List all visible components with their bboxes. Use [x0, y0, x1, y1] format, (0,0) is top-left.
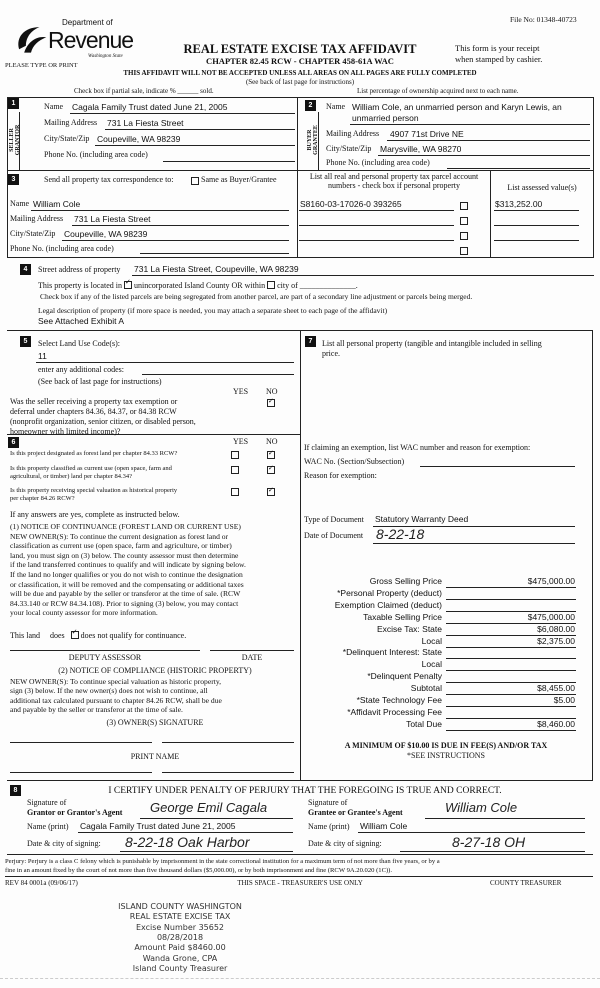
field-line — [299, 240, 454, 241]
no-header: NO — [266, 437, 278, 446]
correspondence-city[interactable]: Coupeville, WA 98239 — [64, 229, 148, 239]
label: DEPUTY ASSESSOR — [68, 653, 142, 662]
label: does not qualify for continuance. — [80, 631, 187, 640]
question: Is this project designated as forest land per chapter 84.33 RCW? — [10, 450, 178, 457]
label: Name — [44, 102, 64, 111]
fee-line — [446, 599, 576, 600]
label: (3) OWNER(S) SIGNATURE — [106, 718, 204, 727]
divider — [297, 97, 298, 257]
logo-state: Washington State — [88, 54, 123, 59]
label: Signature of — [27, 798, 67, 807]
fee-label: *Personal Property (deduct) — [337, 587, 442, 598]
buyer-phone-field[interactable] — [447, 168, 590, 169]
fee-value[interactable]: $5.00 — [553, 695, 575, 705]
field-line — [120, 851, 293, 852]
fee-line — [446, 730, 576, 731]
divider — [7, 854, 593, 855]
scan-edge — [0, 978, 600, 979]
property-street-address[interactable]: 731 La Fiesta Street, Coupeville, WA 98239 — [134, 264, 299, 274]
divider — [300, 331, 301, 781]
notice-line: land, you must sign on (3) below. The county assessor must then determine — [10, 550, 239, 560]
treasurer-use-label: THIS SPACE - TREASURER'S USE ONLY — [237, 879, 363, 887]
owner-signature-line[interactable] — [162, 742, 294, 743]
fee-label: Exemption Claimed (deduct) — [334, 599, 442, 610]
label: city of ______________. — [277, 281, 358, 290]
field-line — [95, 145, 295, 146]
grantor-date-city[interactable]: 8-22-18 Oak Harbor — [125, 834, 250, 850]
label: This property is located in — [38, 281, 122, 290]
label: Date of Document — [304, 531, 364, 540]
question: homeowner with limited income)? — [10, 427, 121, 436]
instructions-note: (See back of last page for instructions) — [245, 78, 355, 86]
please-type: PLEASE TYPE OR PRINT — [5, 62, 78, 69]
notice-line: classification as current use (open space, farm and agriculture, or timber) — [10, 541, 232, 551]
personal-property-checkbox[interactable] — [460, 247, 468, 255]
same-as-buyer-checkbox[interactable] — [191, 177, 199, 185]
field-line — [299, 225, 454, 226]
stamp-line: Wanda Grone, CPA — [142, 953, 218, 963]
receipt-note: This form is your receipt — [455, 43, 540, 53]
fee-label: Local — [421, 659, 442, 670]
field-line — [425, 818, 585, 819]
buyer-name-cont[interactable]: unmarried person — [352, 113, 419, 123]
label: Name — [10, 199, 30, 208]
yes-header: YES — [233, 387, 249, 396]
seller-mailing-address[interactable]: 731 La Fiesta Street — [107, 118, 184, 128]
owner-signature-line[interactable] — [10, 742, 152, 743]
field-line — [387, 140, 590, 141]
field-line — [373, 543, 575, 544]
label: Grantee or Grantee's Agent — [308, 808, 403, 817]
question: deferral under chapters 84.36, 84.37, or 84.38 RCW — [10, 407, 177, 416]
no-header: NO — [266, 387, 278, 396]
forest-no-checkbox[interactable] — [267, 451, 275, 459]
document-date[interactable]: 8-22-18 — [376, 526, 425, 542]
label: PRINT NAME — [130, 752, 180, 761]
perjury-notice: fine in an amount fixed by the court of not more than five thousand dollars ($5,000.00), or by both imprisonment and fine (RCW 9A.20.020 (1C)). — [5, 867, 393, 874]
label: Grantor or Grantor's Agent — [27, 808, 123, 817]
label: Name (print) — [308, 822, 350, 831]
field-line — [358, 832, 585, 833]
personal-property-checkbox[interactable] — [460, 202, 468, 210]
revenue-swoosh-icon — [14, 22, 48, 56]
unincorporated-checkbox[interactable] — [124, 281, 132, 289]
notice-line: (1) NOTICE OF CONTINUANCE (FOREST LAND OR CURRENT USE) — [10, 522, 241, 531]
field-line — [62, 240, 289, 241]
buyer-name[interactable]: William Cole, an unmarried person and Karyn Lewis, an — [352, 102, 562, 112]
label: Legal description of property (if more space is needed, you may attach a separate sheet to each page of the affidavit) — [38, 306, 388, 315]
field-line — [70, 113, 295, 114]
parcel-number[interactable]: S8160-03-17026-0 393265 — [300, 199, 402, 209]
question: (nonprofit organization, senior citizen, or disabled person, — [10, 417, 196, 426]
field-line — [299, 210, 454, 211]
ownership-note: List percentage of ownership acquired next to each name. — [357, 87, 519, 95]
warning: THIS AFFIDAVIT WILL NOT BE ACCEPTED UNLESS ALL AREAS ON ALL PAGES ARE FULLY COMPLETED — [123, 69, 477, 77]
label: This land — [10, 631, 40, 640]
print-name-line[interactable] — [162, 772, 294, 773]
stamp-line: Excise Number 35652 — [135, 922, 225, 932]
city-checkbox[interactable] — [267, 281, 275, 289]
grantee-print-name[interactable]: William Cole — [360, 821, 408, 831]
field-line — [378, 155, 590, 156]
land-use-code[interactable]: 11 — [38, 351, 47, 361]
label: unincorporated Island County OR within — [133, 281, 266, 290]
fee-label: Total Due — [406, 718, 442, 729]
fee-line — [446, 658, 576, 659]
file-number: File No: 01348-40723 — [510, 15, 577, 24]
label: Reason for exemption: — [304, 471, 377, 480]
seller-city[interactable]: Coupeville, WA 98239 — [97, 134, 181, 144]
stamp-line: 08/28/2018 — [156, 932, 204, 942]
section-number: 5 — [20, 336, 31, 347]
personal-property-checkbox[interactable] — [460, 232, 468, 240]
fee-value[interactable]: $8,455.00 — [537, 683, 575, 694]
fee-label: Excise Tax: State — [376, 623, 442, 634]
field-line — [400, 851, 585, 852]
notice-title: (2) NOTICE OF COMPLIANCE (HISTORIC PROPERTY) — [58, 666, 252, 675]
field-line — [350, 124, 590, 125]
logo-dept: Department of — [62, 18, 113, 27]
notice-line: If the land no longer qualifies or you do not wish to continue the designation — [10, 570, 243, 579]
seller-name[interactable]: Cagala Family Trust dated June 21, 2005 — [72, 102, 228, 112]
label: Phone No. (including area code) — [326, 158, 430, 167]
grantee-signature[interactable]: William Cole — [445, 800, 518, 815]
divider — [7, 170, 593, 171]
fee-value[interactable]: $475,000.00 — [527, 611, 575, 622]
fee-label: *Delinquent Interest: State — [342, 647, 442, 658]
grantor-print-name[interactable]: Cagala Family Trust dated June 21, 2005 — [80, 821, 236, 831]
fee-line — [446, 647, 576, 648]
field-line — [140, 818, 293, 819]
wac-number-field[interactable] — [420, 466, 575, 467]
correspondence-mailing-address[interactable]: 731 La Fiesta Street — [74, 214, 151, 224]
current-use-yes-checkbox[interactable] — [231, 466, 239, 474]
correspondence-phone-field[interactable] — [140, 253, 289, 254]
chapter-subtitle: CHAPTER 82.45 RCW - CHAPTER 458-61A WAC — [206, 56, 394, 66]
label: Mailing Address — [10, 214, 64, 223]
question: Is this property receiving special valuation as historical property — [10, 487, 178, 494]
label: WAC No. (Section/Subsection) — [304, 457, 405, 466]
historic-yes-checkbox[interactable] — [231, 488, 239, 496]
label: (See back of last page for instructions) — [38, 377, 162, 386]
field-line — [31, 210, 289, 211]
side-label: SELLER GRANTOR — [9, 124, 21, 156]
label: Name (print) — [27, 822, 69, 831]
minimum-due-note: A MINIMUM OF $10.00 IS DUE IN FEE(S) AND/OR TAX — [344, 741, 548, 750]
label: City/State/Zip — [10, 229, 56, 238]
question: Is this property classified as current use (open space, farm and — [10, 465, 172, 472]
location-row — [38, 280, 358, 291]
stamp-line: Island County Treasurer — [132, 963, 228, 973]
label: Date & city of signing: — [308, 839, 382, 848]
label: Signature of — [308, 798, 348, 807]
section-number: 4 — [20, 264, 31, 275]
parcel-header: List all real and personal property tax parcel account — [309, 172, 479, 181]
section-number: 1 — [8, 98, 19, 109]
fee-line — [446, 587, 576, 588]
label: does — [50, 631, 65, 640]
label: List all personal property (tangible and intangible included in selling — [322, 339, 542, 348]
label: enter any additional codes: — [38, 365, 124, 374]
field-line — [494, 225, 579, 226]
side-label: BUYER GRANTEE — [307, 125, 319, 155]
label: Phone No. (including area code) — [44, 150, 148, 159]
section-number: 7 — [305, 336, 316, 347]
seller-phone-field[interactable] — [163, 161, 295, 162]
label: Date & city of signing: — [27, 839, 101, 848]
fee-value[interactable]: $475,000.00 — [527, 576, 575, 586]
notice-line: or classification, it will be removed and the compensating or additional taxes — [10, 579, 244, 589]
notice-line: will be due and payable by the seller or transferor at the time of sale. (RCW — [10, 589, 241, 599]
buyer-mailing-address[interactable]: 4907 71st Drive NE — [390, 129, 464, 139]
notice-line: if the land transferred continues to qualify and will indicate by signing below. — [10, 560, 246, 570]
field-line — [36, 362, 294, 363]
perjury-notice: Perjury: Perjury is a class C felony which is punishable by imprisonment in the state correctional institution for a maximum term of not more than five years, or by a — [5, 858, 440, 865]
label: Send all property tax correspondence to: — [44, 175, 174, 184]
segregated-note: Check box if any of the listed parcels are being segregated from another parcel, are part of a secondary line adjustment or parcels being merged. — [40, 292, 473, 301]
label: City/State/Zip — [44, 134, 90, 143]
grantor-signature[interactable]: George Emil Cagala — [150, 800, 268, 815]
section-number: 2 — [305, 100, 316, 111]
label: Mailing Address — [44, 118, 98, 127]
continuance-row — [10, 630, 186, 641]
form-revision: REV 84 0001a (09/06/17) — [5, 879, 78, 887]
notice-line: additional tax calculated pursuant to chapter 84.26 RCW, shall be due — [10, 695, 222, 705]
fee-line — [446, 706, 576, 707]
section-number: 6 — [8, 437, 19, 448]
label: Type of Document — [304, 515, 364, 524]
personal-property-checkbox[interactable] — [460, 217, 468, 225]
fee-label: *State Technology Fee — [356, 695, 442, 705]
see-instructions: *SEE INSTRUCTIONS — [406, 751, 486, 760]
county-treasurer-label: COUNTY TREASURER — [490, 879, 562, 887]
correspondence-name[interactable]: William Cole — [33, 199, 81, 209]
question: agricultural, or timber) land per chapter 84.34? — [10, 473, 133, 480]
certification-statement: I CERTIFY UNDER PENALTY OF PERJURY THAT THE FOREGOING IS TRUE AND CORRECT. — [108, 786, 502, 796]
label: price. — [322, 349, 340, 358]
partial-sale-note: Check box if partial sale, indicate % ______ sold. — [74, 87, 214, 95]
buyer-city[interactable]: Marysville, WA 98270 — [380, 144, 462, 154]
exemption-no-checkbox[interactable] — [267, 399, 275, 407]
label: Same as Buyer/Grantee — [201, 175, 277, 184]
does-not-qualify-checkbox[interactable] — [71, 631, 79, 639]
section-number: 8 — [10, 785, 21, 796]
document-type[interactable]: Statutory Warranty Deed — [375, 514, 469, 524]
stamp-line: Amount Paid $8460.00 — [134, 943, 226, 953]
field-line — [72, 225, 289, 226]
stamp-line: REAL ESTATE EXCISE TAX — [129, 912, 231, 922]
field-line — [494, 210, 579, 211]
stamp-line: ISLAND COUNTY WASHINGTON — [118, 902, 242, 911]
field-line — [105, 129, 295, 130]
field-line — [494, 240, 579, 241]
label: Select Land Use Code(s): — [38, 339, 120, 348]
yes-header: YES — [233, 437, 249, 446]
fee-label: *Delinquent Penalty — [367, 671, 442, 682]
divider — [490, 170, 491, 257]
notice-line: 84.33.140 or RCW 84.34.108). Prior to signing (3) below, you may contact — [10, 598, 239, 608]
fee-value[interactable]: $8,460.00 — [537, 718, 575, 729]
notice-line: NEW OWNER(S): To continue the current designation as forest land or — [10, 531, 229, 541]
label: If claiming an exemption, list WAC number and reason for exemption: — [304, 443, 531, 452]
notice-line: your local county assessor for more information. — [10, 608, 158, 618]
question: Was the seller receiving a property tax exemption or — [10, 397, 178, 406]
notice-line: NEW OWNER(S): To continue special valuation as historic property, — [10, 677, 222, 686]
section-number: 3 — [8, 174, 19, 185]
notice-line: sign (3) below. If the new owner(s) does not wish to continue, all — [10, 686, 208, 696]
label: Name — [326, 102, 346, 111]
receipt-note: when stamped by cashier. — [455, 54, 543, 64]
notice-line: and payable by the seller or transferor at the time of sale. — [10, 705, 183, 715]
divider — [7, 780, 593, 781]
divider — [5, 876, 593, 877]
question: per chapter 84.26 RCW? — [10, 495, 75, 502]
fee-label: Local — [421, 635, 442, 646]
forest-yes-checkbox[interactable] — [231, 451, 239, 459]
fee-line — [446, 670, 576, 671]
label: City/State/Zip — [326, 144, 372, 153]
deputy-assessor-signature-line[interactable] — [10, 650, 200, 651]
label: Street address of property — [38, 265, 121, 274]
assessed-value[interactable]: $313,252.00 — [495, 199, 543, 209]
additional-codes-field[interactable] — [142, 374, 294, 375]
fee-label: Taxable Selling Price — [363, 611, 442, 622]
fee-value[interactable]: $6,080.00 — [537, 623, 575, 634]
fee-label: Gross Selling Price — [369, 576, 442, 586]
fee-label: *Affidavit Processing Fee — [347, 706, 442, 717]
grantee-date-city[interactable]: 8-27-18 OH — [452, 834, 526, 850]
assessor-date-line[interactable] — [210, 650, 294, 651]
fee-value[interactable]: $2,375.00 — [537, 635, 575, 646]
field-line — [132, 275, 594, 276]
assessed-header: List assessed value(s) — [507, 183, 577, 192]
logo-name: Revenue — [48, 27, 134, 53]
current-use-no-checkbox[interactable] — [267, 466, 275, 474]
label: Mailing Address — [326, 129, 380, 138]
field-line — [78, 832, 293, 833]
print-name-line[interactable] — [10, 772, 152, 773]
fee-label: Subtotal — [410, 683, 442, 694]
parcel-header: numbers - check box if personal property — [328, 181, 460, 190]
legal-description[interactable]: See Attached Exhibit A — [38, 316, 125, 326]
label: Phone No. (including area code) — [10, 244, 114, 253]
divider — [592, 331, 593, 781]
instruction: If any answers are yes, complete as instructed below. — [10, 510, 180, 519]
historic-no-checkbox[interactable] — [267, 488, 275, 496]
page-title: REAL ESTATE EXCISE TAX AFFIDAVIT — [183, 42, 417, 56]
label: DATE — [241, 653, 263, 662]
